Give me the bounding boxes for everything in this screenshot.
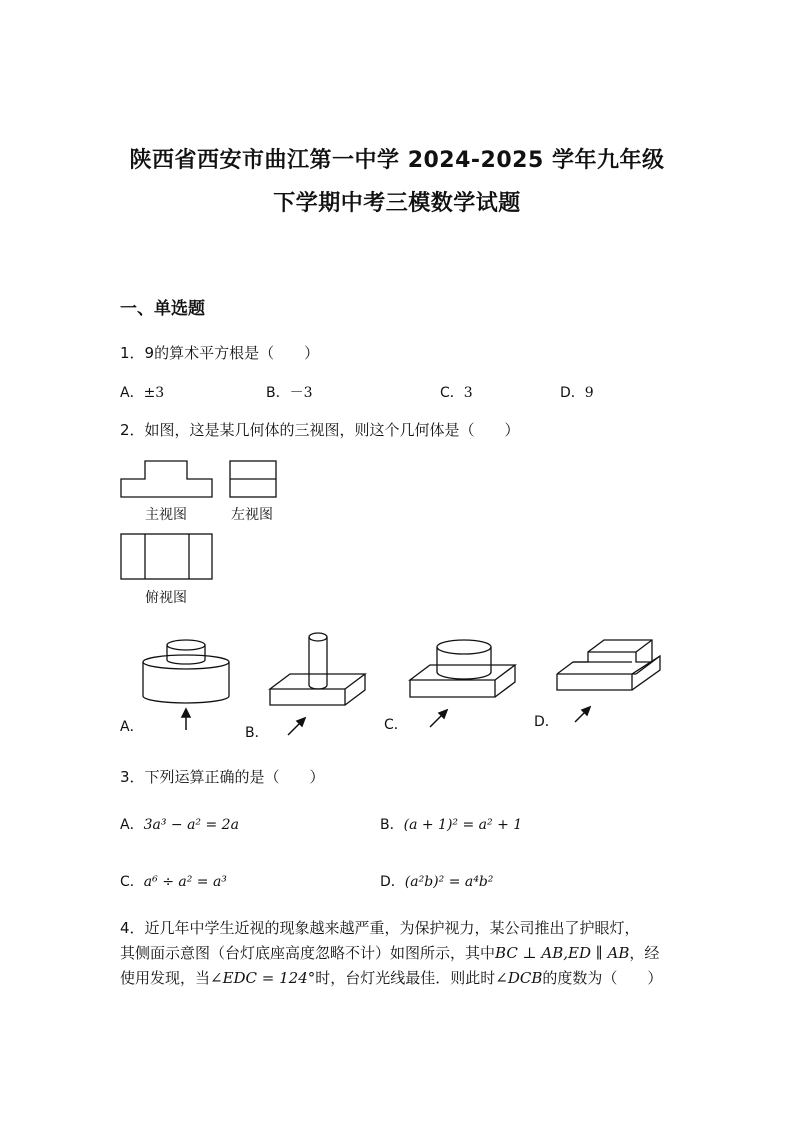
math-expression: BC ⊥ AB,ED ∥ AB: [495, 944, 630, 962]
arrow-b: [288, 718, 305, 735]
text-fragment: 使用发现，当: [120, 969, 211, 987]
question-2-stem: 2．如图，这是某几何体的三视图，则这个几何体是（ ）: [120, 421, 520, 439]
q3-option-d: [380, 871, 493, 891]
solid-a: [143, 640, 229, 703]
question-4-line-3: [120, 967, 662, 988]
option-label: B．: [380, 817, 404, 833]
q3-option-a: [120, 814, 239, 834]
question-4-line-2: [120, 942, 659, 963]
option-label: C．: [120, 874, 144, 890]
q3-option-c: [120, 871, 227, 891]
option-value: －3: [289, 385, 313, 401]
question-4-line-1: 4．近几年中学生近视的现象越来越严重，为保护视力，某公司推出了护眼灯，: [120, 919, 640, 937]
left-view-label: 左视图: [231, 507, 273, 523]
option-formula: a⁶ ÷ a² = a³: [143, 874, 227, 890]
option-label: A．: [120, 817, 144, 833]
option-label: D．: [560, 385, 585, 401]
text-fragment: 其侧面示意图（台灯底座高度忽略不计）如图所示，其中: [120, 944, 496, 962]
top-view-label: 俯视图: [145, 590, 187, 606]
option-label: D．: [380, 874, 405, 890]
arrow-d: [575, 707, 590, 722]
math-expression: ∠EDC = 124°: [210, 969, 316, 987]
arrow-c: [430, 710, 447, 727]
option-formula: (a²b)² = a⁴b²: [404, 874, 494, 890]
option-value: 3: [463, 385, 473, 401]
question-3-stem: 3．下列运算正确的是（ ）: [120, 768, 325, 786]
math-expression: ∠DCB: [495, 969, 543, 987]
solid-d: [557, 640, 660, 690]
text-fragment: ，经: [629, 944, 660, 962]
q2-option-a: A．: [120, 719, 144, 735]
option-formula: (a + 1)² = a² + 1: [403, 817, 523, 833]
section-heading: 一、单选题: [120, 299, 205, 319]
text-fragment: 时，台灯光线最佳．则此时: [315, 969, 496, 987]
option-label: A．: [120, 385, 144, 401]
front-view-label: 主视图: [145, 507, 187, 523]
option-value: ±3: [143, 385, 165, 401]
q2-option-d: D．: [534, 714, 559, 730]
option-label: C．: [440, 385, 464, 401]
option-formula: 3a³ − a² = 2a: [143, 817, 239, 833]
text-fragment: 的度数为（ ）: [542, 969, 663, 987]
title-line-1: 陕西省西安市曲江第一中学 2024-2025 学年九年级: [129, 148, 665, 173]
title-line-2: 下学期中考三模数学试题: [273, 191, 521, 216]
option-label: B．: [266, 385, 290, 401]
question-1-stem: 1．9的算术平方根是（ ）: [120, 344, 320, 362]
q3-option-b: [380, 814, 522, 834]
q2-option-b: B．: [245, 725, 269, 741]
solid-c: [410, 640, 515, 697]
arrow-a: [182, 709, 190, 730]
solid-b: [270, 633, 365, 705]
option-value: 9: [584, 385, 594, 401]
q2-option-c: C．: [384, 717, 408, 733]
